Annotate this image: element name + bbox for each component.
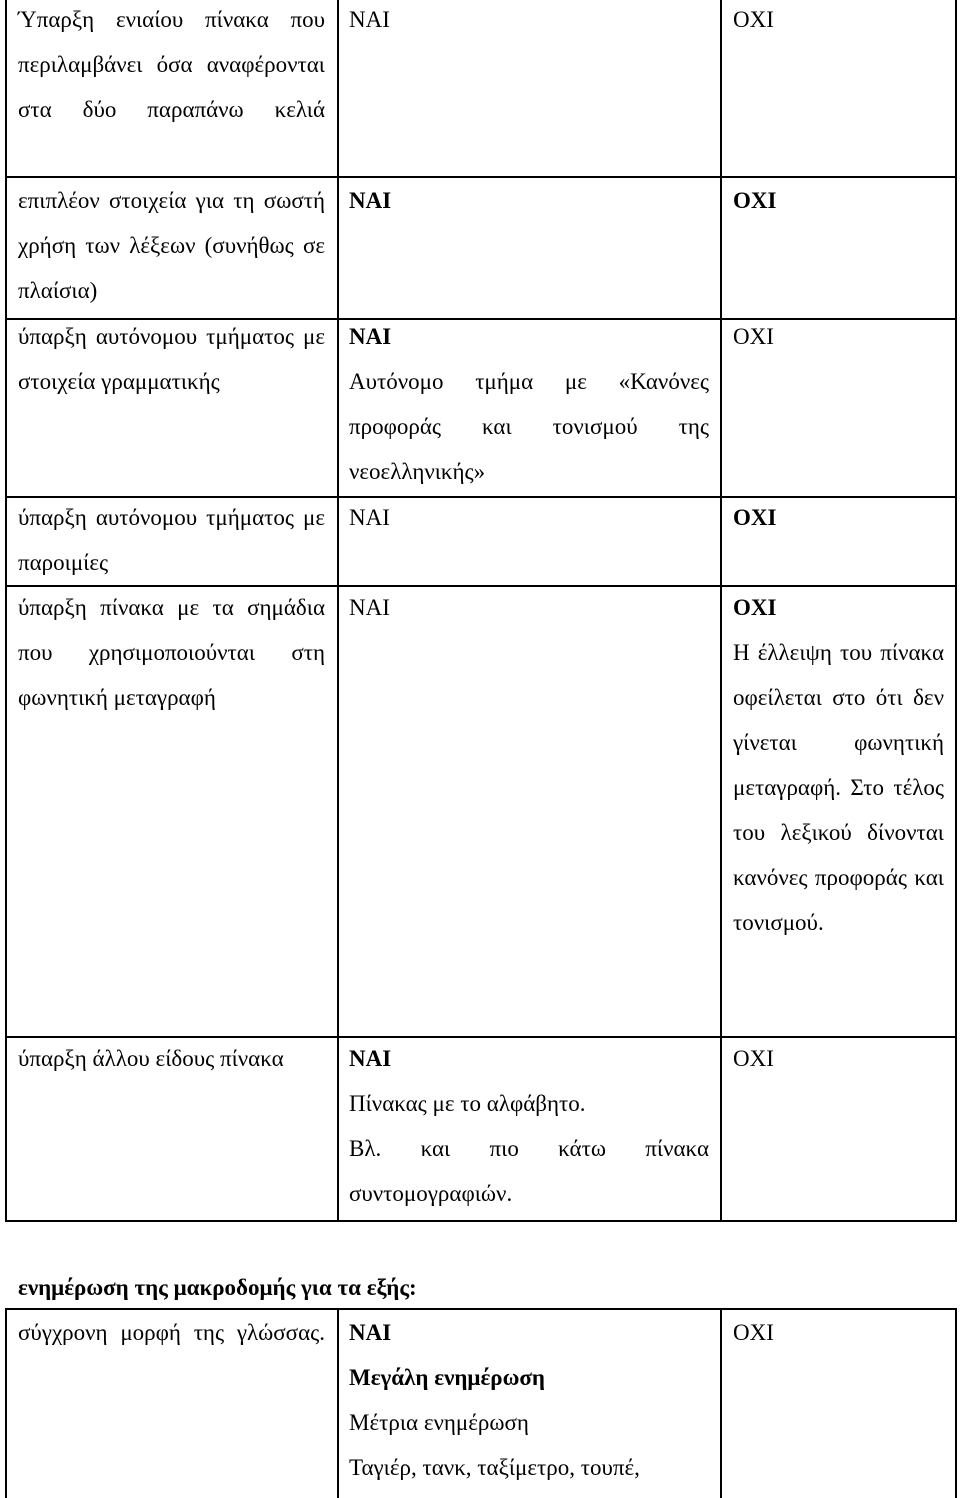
section-heading: ενημέρωση της μακροδομής για τα εξής: <box>18 1275 417 1300</box>
table-row <box>0 1310 958 1498</box>
table-row <box>0 178 958 318</box>
criterion-cell: σύγχρονη μορφή της γλώσσας. <box>18 1320 325 1345</box>
yes-cell: ΝΑΙ Πίνακας με το αλφάβητο. Βλ. και πιο κάτω πίνακα συντομογραφιών. <box>349 1046 709 1206</box>
criterion-cell: Ύπαρξη ενιαίου πίνακα που περιλαμβάνει όσα αναφέρονται στα δύο παραπάνω κελιά <box>18 7 325 122</box>
no-cell: ΟΧΙ <box>733 188 777 213</box>
yes-cell: ΝΑΙ <box>349 505 390 530</box>
yes-cell: ΝΑΙ Αυτόνομο τμήμα με «Κανόνες προφοράς και τονισμού της νεοελληνικής» <box>349 324 709 484</box>
table-row <box>0 0 958 177</box>
table-row <box>0 314 958 494</box>
table-row <box>0 585 958 1035</box>
no-cell: ΟΧΙ <box>733 7 774 32</box>
table-row <box>0 1036 958 1220</box>
yes-cell: ΝΑΙ <box>349 7 390 32</box>
no-cell: ΟΧΙ <box>733 505 777 530</box>
table-bottom-border <box>5 1220 957 1222</box>
yes-cell: ΝΑΙ Μεγάλη ενημέρωση Μέτρια ενημέρωση Ταγιέρ, τανκ, ταξίμετρο, τουπέ, <box>349 1320 640 1480</box>
criterion-cell: ύπαρξη πίνακα με τα σημάδια που χρησιμοποιούνται στη φωνητική μεταγραφή <box>18 595 325 710</box>
yes-cell: ΝΑΙ <box>349 595 390 620</box>
criterion-cell: ύπαρξη αυτόνομου τμήματος με παροιμίες <box>18 505 325 575</box>
table-row <box>0 495 958 585</box>
criterion-cell: επιπλέον στοιχεία για τη σωστή χρήση των λέξεων (συνήθως σε πλαίσια) <box>18 188 325 303</box>
no-cell: ΟΧΙ <box>733 1046 774 1071</box>
no-cell: ΟΧΙ <box>733 324 774 349</box>
criterion-cell: ύπαρξη αυτόνομου τμήματος με στοιχεία γραμματικής <box>18 324 325 394</box>
no-cell: ΟΧΙ <box>733 1320 774 1345</box>
criterion-cell: ύπαρξη άλλου είδους πίνακα <box>18 1046 284 1071</box>
no-cell: ΟΧΙ Η έλλειψη του πίνακα οφείλεται στο ότι δεν γίνεται φωνητική μεταγραφή. Στο τέλος του λεξικού δίνονται κανόνες προφοράς και τονισμού. <box>733 595 944 935</box>
yes-cell: ΝΑΙ <box>349 188 392 213</box>
